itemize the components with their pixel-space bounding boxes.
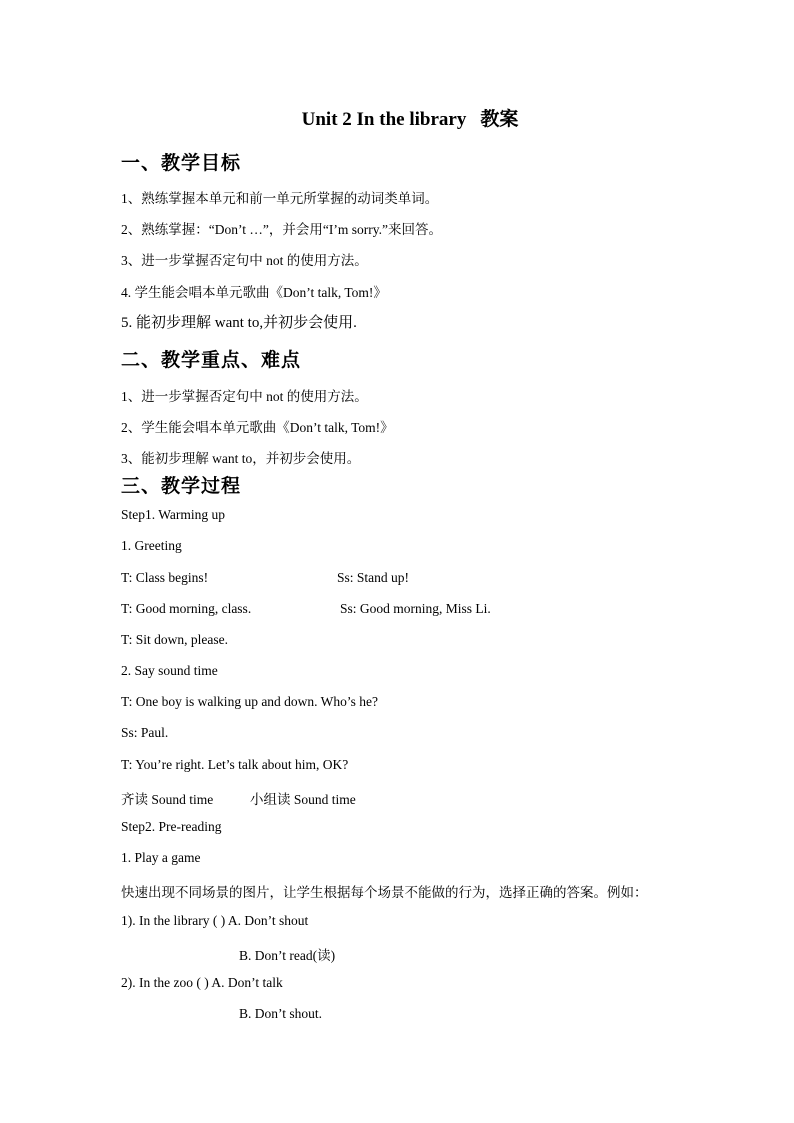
sub-step: 2. Say sound time (121, 663, 218, 678)
objective-item: 1、熟练掌握本单元和前一单元所掌握的动词类单词。 (121, 191, 439, 206)
exercise-question: 1). In the library ( ) A. Don’t shout (121, 913, 309, 928)
dialog-teacher: T: Good morning, class. (121, 601, 252, 616)
reading-activity: 小组读 Sound time (250, 792, 356, 807)
heading-process: 三、教学过程 (121, 475, 242, 497)
dialog-teacher: T: Sit down, please. (121, 632, 228, 647)
dialog-students: Ss: Paul. (121, 725, 169, 740)
objective-item: 4. 学生能会唱本单元歌曲《Don’t talk, Tom!》 (121, 285, 387, 300)
heading-objectives: 一、教学目标 (121, 152, 242, 174)
dialog-teacher: T: Class begins! (121, 570, 209, 585)
dialog-teacher: T: You’re right. Let’s talk about him, OK? (121, 757, 349, 772)
sub-step: 1. Greeting (121, 538, 182, 553)
reading-activity: 齐读 Sound time (121, 792, 214, 807)
step-title: Step1. Warming up (121, 507, 226, 522)
exercise-option: B. Don’t read(读) (239, 948, 336, 963)
key-point-item: 3、能初步理解 want to，并初步会使用。 (121, 451, 361, 466)
dialog-teacher: T: One boy is walking up and down. Who’s he? (121, 694, 379, 709)
exercise-option: B. Don’t shout. (239, 1006, 323, 1021)
page-title (0, 104, 794, 131)
step-title: Step2. Pre-reading (121, 819, 222, 834)
objective-item: 2、熟练掌握：“Don’t …”，并会用“I’m sorry.”来回答。 (121, 222, 442, 237)
objective-item: 5. 能初步理解 want to,并初步会使用. (121, 315, 357, 331)
key-point-item: 2、学生能会唱本单元歌曲《Don’t talk, Tom!》 (121, 420, 394, 435)
title-chinese: 教案 (480, 109, 519, 130)
exercise-question: 2). In the zoo ( ) A. Don’t talk (121, 975, 283, 990)
dialog-students: Ss: Good morning, Miss Li. (340, 601, 491, 616)
title-english: Unit 2 In the library (301, 109, 467, 130)
key-point-item: 1、进一步掌握否定句中 not 的使用方法。 (121, 389, 368, 404)
dialog-students: Ss: Stand up! (337, 570, 410, 585)
instruction-text: 快速出现不同场景的图片，让学生根据每个场景不能做的行为，选择正确的答案。例如： (121, 885, 648, 900)
sub-step: 1. Play a game (121, 850, 201, 865)
objective-item: 3、进一步掌握否定句中 not 的使用方法。 (121, 253, 368, 268)
heading-key-points: 二、教学重点、难点 (121, 349, 302, 371)
